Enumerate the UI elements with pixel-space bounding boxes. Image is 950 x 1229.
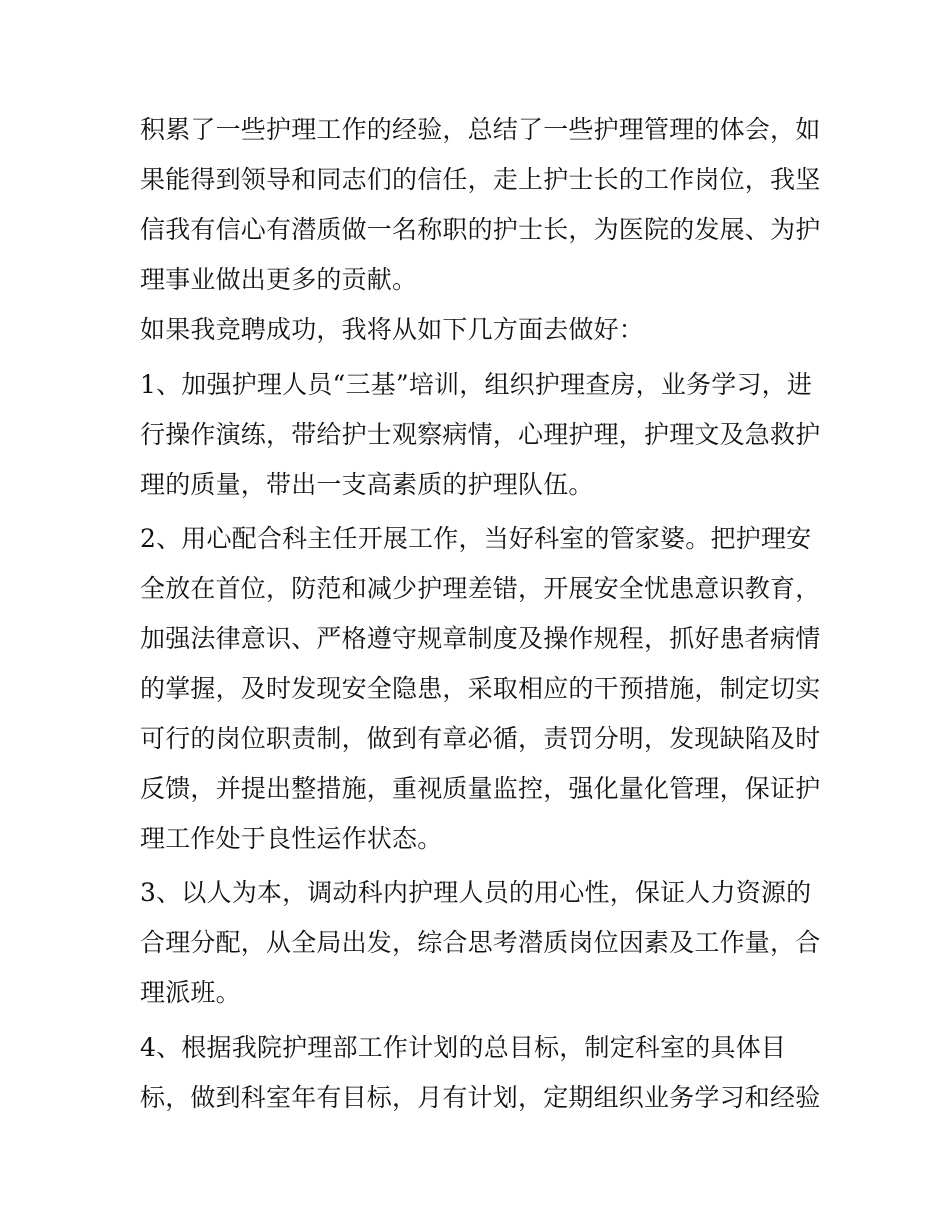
text-line: 4、根据我院护理部工作计划的总目标，制定科室的具体目 xyxy=(140,1033,787,1062)
text-line: 积累了一些护理工作的经验，总结了一些护理管理的体会，如 xyxy=(140,115,821,144)
text-line: 如果我竞聘成功，我将从如下几方面去做好： xyxy=(140,315,645,344)
text-line: 加强法律意识、严格遵守规章制度及操作规程，抓好患者病情 xyxy=(140,624,821,653)
text-line: 理的质量，带出一支高素质的护理队伍。 xyxy=(140,470,594,499)
text-line: 全放在首位，防范和减少护理差错，开展安全忧患意识教育， xyxy=(140,574,821,603)
text-line: 行操作演练，带给护士观察病情，心理护理，护理文及急救护 xyxy=(140,420,821,449)
text-line: 反馈，并提出整措施，重视质量监控，强化量化管理，保证护 xyxy=(140,774,821,803)
text-line: 2、用心配合科主任开展工作，当好科室的管家婆。把护理安 xyxy=(140,524,812,553)
text-line: 理工作处于良性运作状态。 xyxy=(140,824,443,853)
text-line: 可行的岗位职责制，做到有章必循，责罚分明，发现缺陷及时 xyxy=(140,724,821,753)
text-line: 标，做到科室年有目标，月有计划，定期组织业务学习和经验 xyxy=(140,1083,821,1112)
text-line: 果能得到领导和同志们的信任，走上护士长的工作岗位，我坚 xyxy=(140,165,821,194)
text-line: 理派班。 xyxy=(140,978,241,1007)
text-line: 的掌握，及时发现安全隐患，采取相应的干预措施，制定切实 xyxy=(140,674,821,703)
text-line: 理事业做出更多的贡献。 xyxy=(140,265,418,294)
text-line: 3、以人为本，调动科内护理人员的用心性，保证人力资源的 xyxy=(140,878,812,907)
text-line: 信我有信心有潜质做一名称职的护士长，为医院的发展、为护 xyxy=(140,215,821,244)
text-line: 1、加强护理人员“三基”培训，组织护理查房，业务学习，进 xyxy=(140,370,813,399)
text-line: 合理分配，从全局出发，综合思考潜质岗位因素及工作量，合 xyxy=(140,928,821,957)
